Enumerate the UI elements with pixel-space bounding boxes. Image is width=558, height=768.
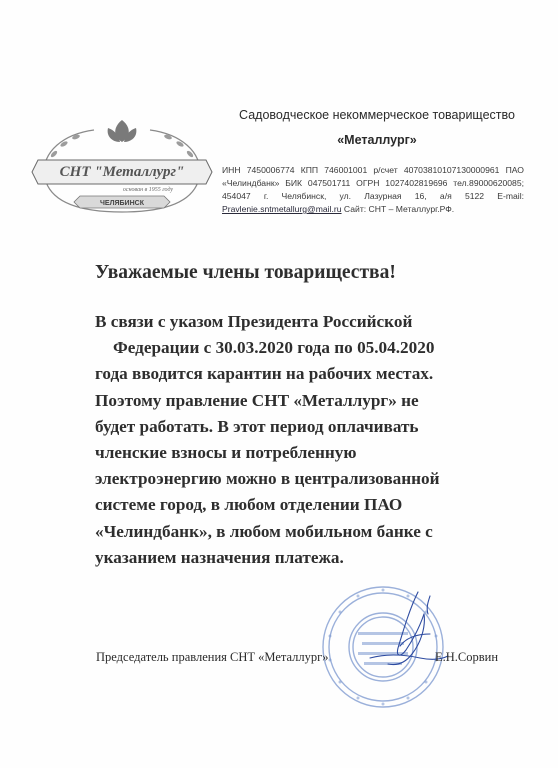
body-line: электроэнергию можно в централизованной [95, 469, 440, 489]
logo-founded-text: основан в 1955 году [122, 187, 174, 193]
site-text: Сайт: СНТ – Металлург.РФ. [341, 204, 455, 214]
body-line: Федерации с 30.03.2020 года по 05.04.2020 [113, 338, 435, 358]
snt-logo [24, 116, 220, 222]
body-line: будет работать. В этот период оплачивать [95, 416, 419, 436]
logo-city-text: ЧЕЛЯБИНСК [100, 200, 144, 207]
requisites [222, 164, 524, 216]
body-line: указанием назначения платежа. [95, 547, 344, 567]
body-line: системе город, в любом отделении ПАО [95, 495, 403, 515]
body-line: членские взносы и потребленную [95, 443, 357, 463]
body-line: В связи с указом Президента Российской [95, 312, 413, 331]
notice-body [95, 309, 525, 571]
chairman-name: Е.Н.Сорвин [435, 650, 499, 664]
requisites-text: ИНН 7450006774 КПП 746001001 р/счет 40703810107130000961 ПАО «Челиндбанк» БИК 047501711 ОГРН 1027402819696 тел.89000620085; 454047 г. Челябинск, ул. Лазурная 16, а/я 5122 E-mail: [222, 165, 524, 201]
org-name: «Металлург» [337, 133, 417, 147]
greeting-heading: Уважаемые члены товарищества! [95, 262, 396, 283]
body-line: года вводится карантин на рабочих местах. [95, 364, 434, 384]
email-link[interactable]: Pravlenie.sntmetallurg@mail.ru [222, 204, 342, 214]
body-line: Поэтому правление СНТ «Металлург» не [95, 390, 419, 410]
handwritten-signature-icon [340, 588, 450, 678]
logo-name-text: СНТ "Металлург" [59, 164, 185, 180]
body-line: «Челиндбанк», в любом мобильном банке с [95, 521, 433, 541]
logo-emblem-icon [24, 116, 220, 222]
org-type: Садоводческое некоммерческое товарищество [239, 108, 515, 122]
chairman-position: Председатель правления СНТ «Металлург» [96, 650, 329, 664]
